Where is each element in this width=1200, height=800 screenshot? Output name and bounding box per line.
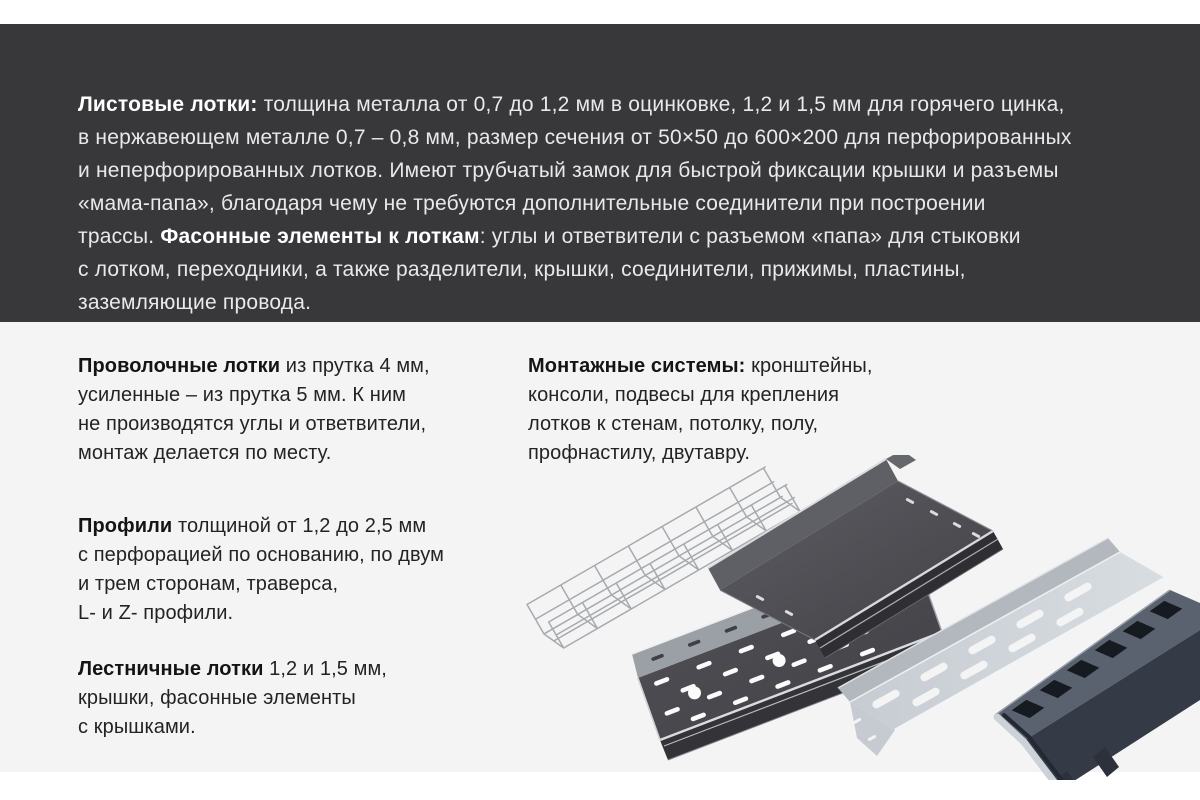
hero-panel (0, 24, 1200, 322)
section-ladder-trays: Лестничные лотки 1,2 и 1,5 мм, крышки, фасонные элементы с крышками. (78, 658, 387, 738)
section-wire-trays: Проволочные лотки из прутка 4 мм, усиленные – из прутка 5 мм. К ним не производятся углы и ответвители, монтаж делается по месту. (78, 355, 430, 464)
section-profiles: Профили толщиной от 1,2 до 2,5 мм с перфорацией по основанию, по двум и трем сторонам, траверса, L- и Z- профили. (78, 515, 444, 624)
hero-paragraph: Листовые лотки: толщина металла от 0,7 до 1,2 мм в оцинковке, 1,2 и 1,5 мм для горячего цинка, в нержавеющем металле 0,7 – 0,8 мм, размер сечения от 50×50 до 600×200 для перфорированных и неперфорированных лотков. Имеют трубчатый замок для быстрой фиксации крышки и разъемы «мама-папа», благодаря чему не требуются дополнительные соединители при построении трассы. Фасонные элементы к лоткам: углы и ответвители с разъемом «папа» для стыковки с лотком, переходники, а также разделители, крышки, соединители, прижимы, пластины, заземляющие провода. (78, 93, 1072, 314)
section-mounting-systems: Монтажные системы: кронштейны, консоли, подвесы для крепления лотков к стенам, потолку, полу, профнастилу, двутавру. (528, 355, 873, 464)
product-photo-cable-tray-systems (505, 455, 1200, 780)
